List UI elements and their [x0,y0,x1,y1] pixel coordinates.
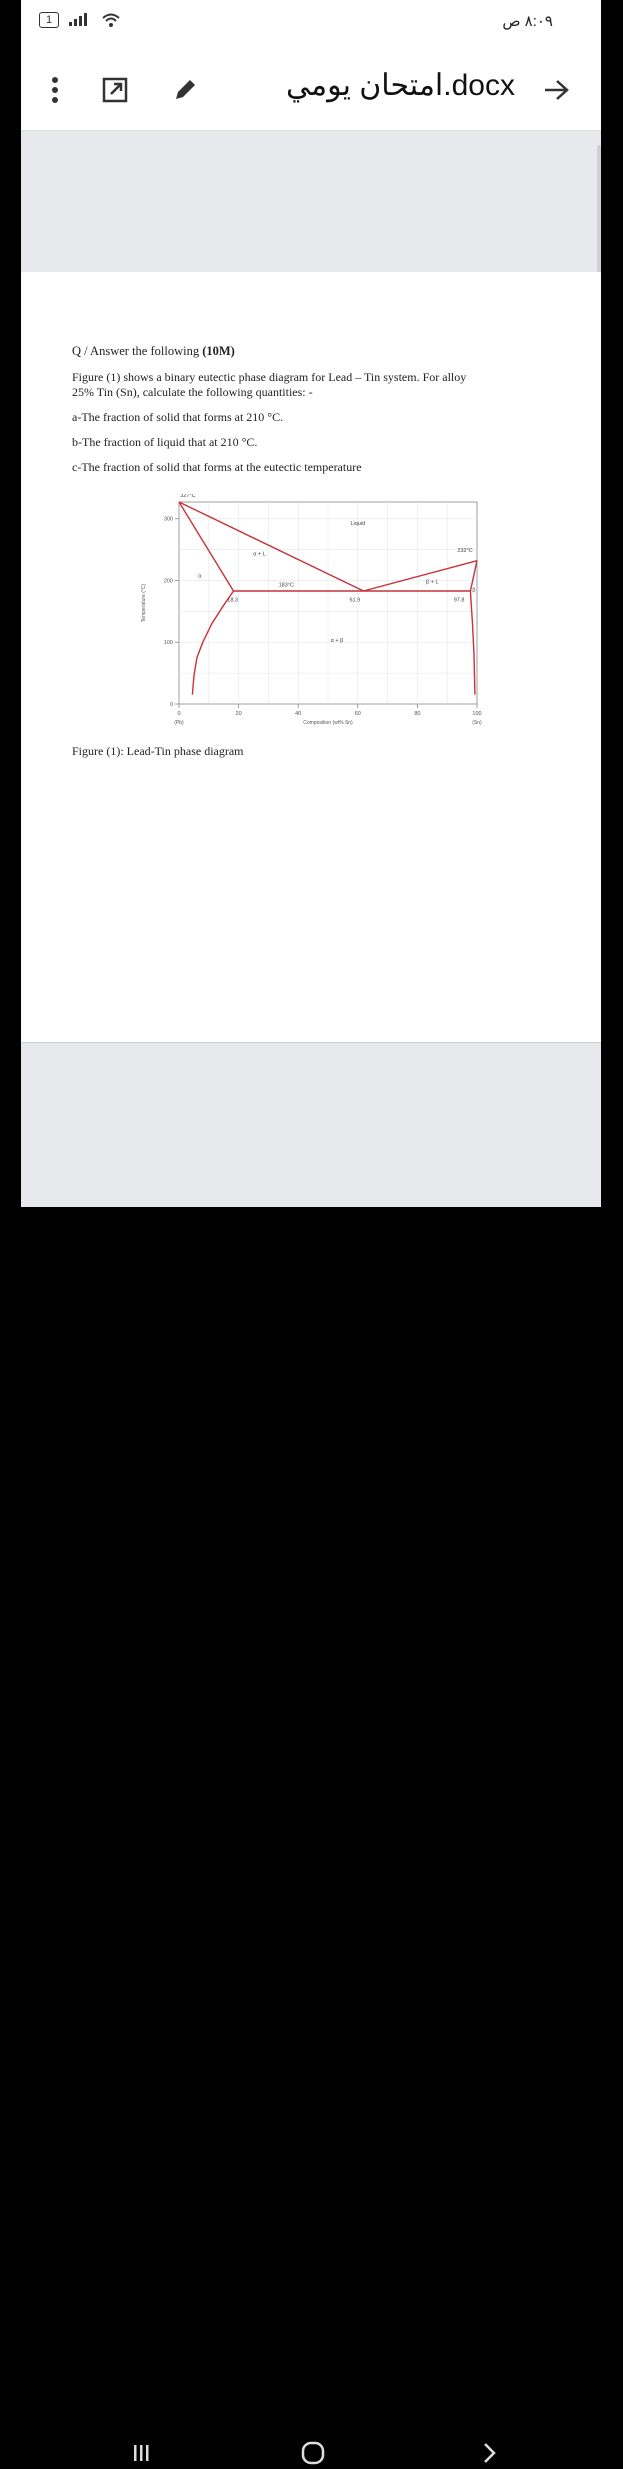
figure-caption: Figure (1): Lead-Tin phase diagram [72,744,244,758]
annotation-label: 97.8 [453,597,465,604]
status-clock: ٨:٠٩ ص [502,13,553,30]
signal-icon [67,12,93,28]
x-tick-label: 80 [414,711,421,717]
paragraph-line-1: Figure (1) shows a binary eutectic phase diagram for Lead – Tin system. For alloy [72,370,467,384]
annotation-label: 327°C [180,494,196,500]
status-icons [39,12,121,28]
phase-diagram-chart [117,494,487,730]
y-axis-label: Temperature (°C) [141,583,147,623]
x-tick-label: 60 [354,711,361,717]
annotation-label: β + L [426,579,439,586]
x-tick-label: 40 [295,711,302,717]
annotation-label: β [472,587,476,594]
question-heading-text: Q / Answer the following [72,344,203,358]
x-end-label-pb: (Pb) [174,720,184,726]
annotation-label: α [198,573,202,580]
item-a: a-The fraction of solid that forms at 210 °C. [72,410,284,424]
x-tick-label: 0 [177,711,181,717]
wifi-icon [101,12,121,28]
annotation-label: α + L [253,551,266,558]
y-tick-label: 300 [163,516,173,523]
app-toolbar [21,50,601,131]
back-arrow-icon[interactable] [539,72,575,108]
question-heading [72,344,542,359]
annotation-label: 232°C [457,548,473,555]
annotation-label: 18.3 [227,597,238,604]
item-b: b-The fraction of liquid that at 210 °C. [72,435,258,449]
x-tick-label: 100 [472,711,482,717]
question-marks: (10M) [202,344,235,358]
open-external-icon[interactable] [99,74,131,106]
x-tick-label: 20 [235,711,242,717]
annotation-label: Liquid [350,520,366,527]
item-c: c-The fraction of solid that forms at the eutectic temperature [72,460,362,474]
y-tick-label: 100 [163,640,173,647]
annotation-label: α + β [330,638,344,645]
annotation-label: 183°C [278,582,294,589]
document-body [72,344,542,475]
document-title: امتحان يومي.docx [286,69,515,102]
more-options-icon[interactable] [43,72,67,108]
annotation-label: 61.9 [349,597,361,604]
x-axis-label: Composition (wt% Sn) [303,720,353,726]
home-icon[interactable] [297,2437,329,2469]
status-bar [21,0,601,50]
navigation-bar [0,1207,623,1280]
paragraph-line-2: 25% Tin (Sn), calculate the following quantities: - [72,385,313,399]
y-tick-label: 200 [163,578,173,585]
recents-icon[interactable] [126,2439,156,2467]
edit-pencil-icon[interactable] [169,74,201,106]
sim-indicator: 1 [39,12,59,28]
y-tick-label: 0 [169,702,173,708]
app-screen [21,0,601,1207]
x-end-label-sn: (Sn) [472,720,482,726]
back-icon[interactable] [474,2437,504,2469]
